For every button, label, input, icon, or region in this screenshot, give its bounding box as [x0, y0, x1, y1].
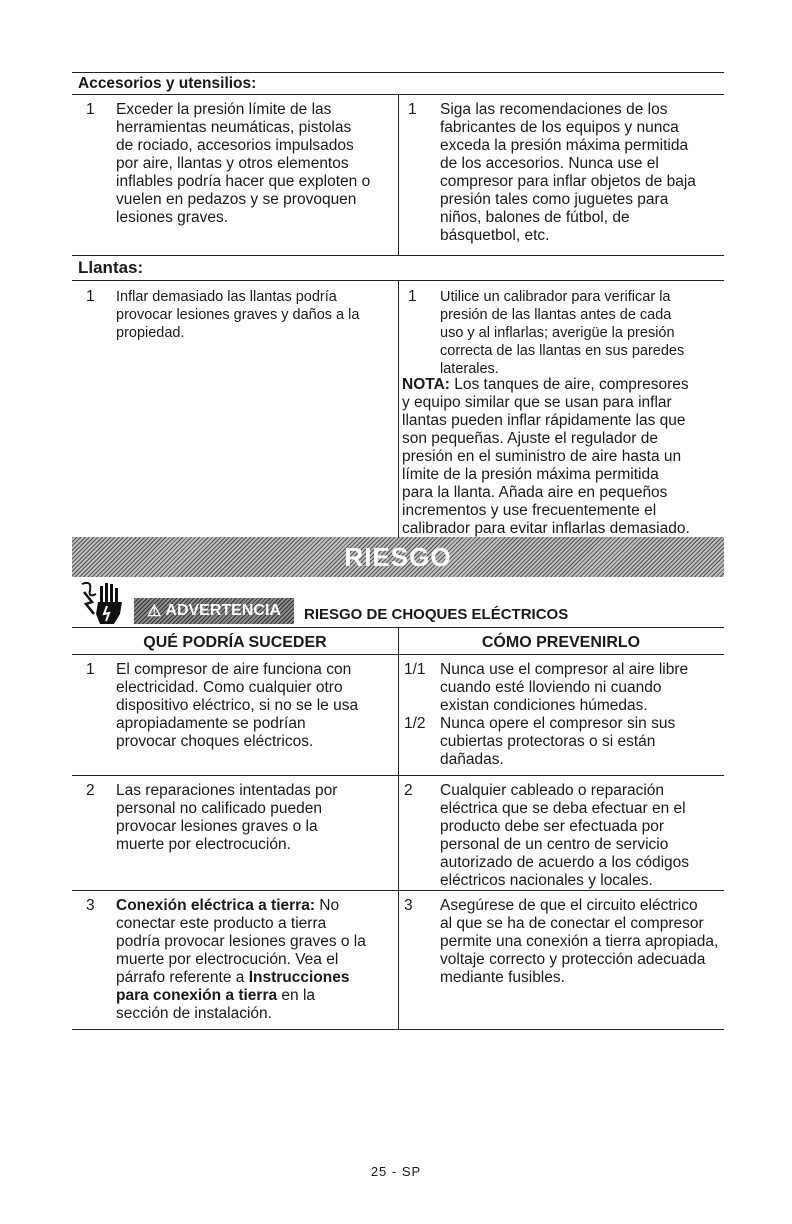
llantas-heading: Llantas:	[78, 258, 144, 277]
row2-right-number: 2	[404, 782, 413, 799]
electric-shock-icon	[80, 580, 128, 626]
row1-left-number: 1	[86, 661, 95, 678]
accesorios-left-number: 1	[86, 101, 95, 118]
llantas-left-text: Inflar demasiado las llantas podría provocar lesiones graves y daños a la propiedad.	[116, 289, 360, 341]
llantas-divider	[398, 280, 399, 537]
col-head-right: CÓMO PREVENIRLO	[481, 634, 641, 651]
accesorios-right-number: 1	[408, 101, 417, 118]
accesorios-left-text: Exceder la presión límite de las herramientas neumáticas, pistolas de rociado, accesorios impulsados por aire, llantas y otros elementos inflables podría hacer que exploten o vuelen en pedazos y se provoquen lesiones graves.	[116, 101, 371, 226]
row2-left-number: 2	[86, 782, 95, 799]
warning-triangle-icon: ⚠	[147, 603, 162, 620]
row3-text-part1: No conectar este producto a tierra podría provocar lesiones graves o la muerte por electrocución. Vea el párrafo referente a	[116, 897, 366, 986]
row2-right-text: Cualquier cableado o reparación eléctrica que se deba efectuar en el producto debe ser efectuada por personal de un centro de servicio autorizado de acuerdo a los códigos eléctricos nacionales y locales.	[440, 782, 690, 889]
row1-right-number-a: 1/1	[404, 661, 426, 678]
llantas-left-number: 1	[86, 288, 95, 305]
row2-left-text: Las reparaciones intentadas por personal no calificado pueden provocar lesiones graves o la muerte por electrocución.	[116, 782, 338, 853]
row3-left-number: 3	[86, 897, 95, 914]
row3-text-part2: en la sección de instalación.	[116, 987, 316, 1022]
llantas-nota	[402, 376, 690, 538]
riesgo-banner	[72, 537, 724, 577]
row1-rule	[72, 775, 724, 776]
row1-right-text-b: Nunca opere el compresor sin sus cubiertas protectoras o si están dañadas.	[440, 715, 676, 768]
llantas-top-rule	[72, 255, 724, 256]
row3-left-text	[116, 897, 366, 1023]
bottom-rule	[72, 1029, 724, 1030]
advertencia-label: ADVERTENCIA	[165, 602, 281, 619]
nota-text: Los tanques de aire, compresores y equipo similar que se usan para inflar llantas pueden inflar rápidamente las que son pequeñas. Ajuste el regulador de presión en el suministro de aire hasta un límite de la presión máxima permitida para la llanta. Añada aire en pequeños incrementos y use frecuentemente el calibrador para evitar inflarlas demasiado.	[402, 376, 690, 537]
riesgo-banner-label: RIESGO	[344, 541, 452, 572]
nota-label: NOTA:	[402, 376, 450, 393]
top-rule	[72, 72, 724, 73]
llantas-right-text: Utilice un calibrador para verificar la presión de las llantas antes de cada uso y al inflarlas; averigüe la presión correcta de las llantas en sus paredes laterales.	[440, 289, 685, 377]
llantas-right-number: 1	[408, 288, 417, 305]
row2-rule	[72, 890, 724, 891]
accesorios-right-text: Siga las recomendaciones de los fabricantes de los equipos y nunca exceda la presión máxima permitida de los accesorios. Nunca use el compresor para inflar objetos de baja presión tales como juguetes para niños, balones de fútbol, de básquetbol, etc.	[440, 101, 696, 244]
advertencia-badge	[134, 598, 294, 624]
row1-right-number-b: 1/2	[404, 715, 426, 732]
accesorios-divider	[398, 94, 399, 255]
col-head-left: QUÉ PODRÍA SUCEDER	[143, 634, 327, 651]
row1-right-text-a: Nunca use el compresor al aire libre cuando esté lloviendo ni cuando existan condiciones húmedas.	[440, 661, 689, 714]
row3-right-text: Asegúrese de que el circuito eléctrico al que se ha de conectar el compresor permite una conexión a tierra apropiada, voltaje correcto y protección adecuada mediante fusibles.	[440, 897, 719, 986]
row3-bold-ref: Instrucciones para conexión a tierra	[116, 969, 350, 1004]
riesgo-divider	[398, 627, 399, 1029]
accesorios-heading: Accesorios y utensilios:	[78, 75, 257, 92]
row3-right-number: 3	[404, 897, 413, 914]
page-number: 25 - SP	[370, 1164, 422, 1179]
row3-bold-lead: Conexión eléctrica a tierra:	[116, 897, 315, 914]
hazard-title: RIESGO DE CHOQUES ELÉCTRICOS	[304, 606, 569, 623]
row1-left-text: El compresor de aire funciona con electricidad. Como cualquier otro dispositivo eléctrico, si no se le usa apropiadamente se podrían provocar choques eléctricos.	[116, 661, 359, 750]
